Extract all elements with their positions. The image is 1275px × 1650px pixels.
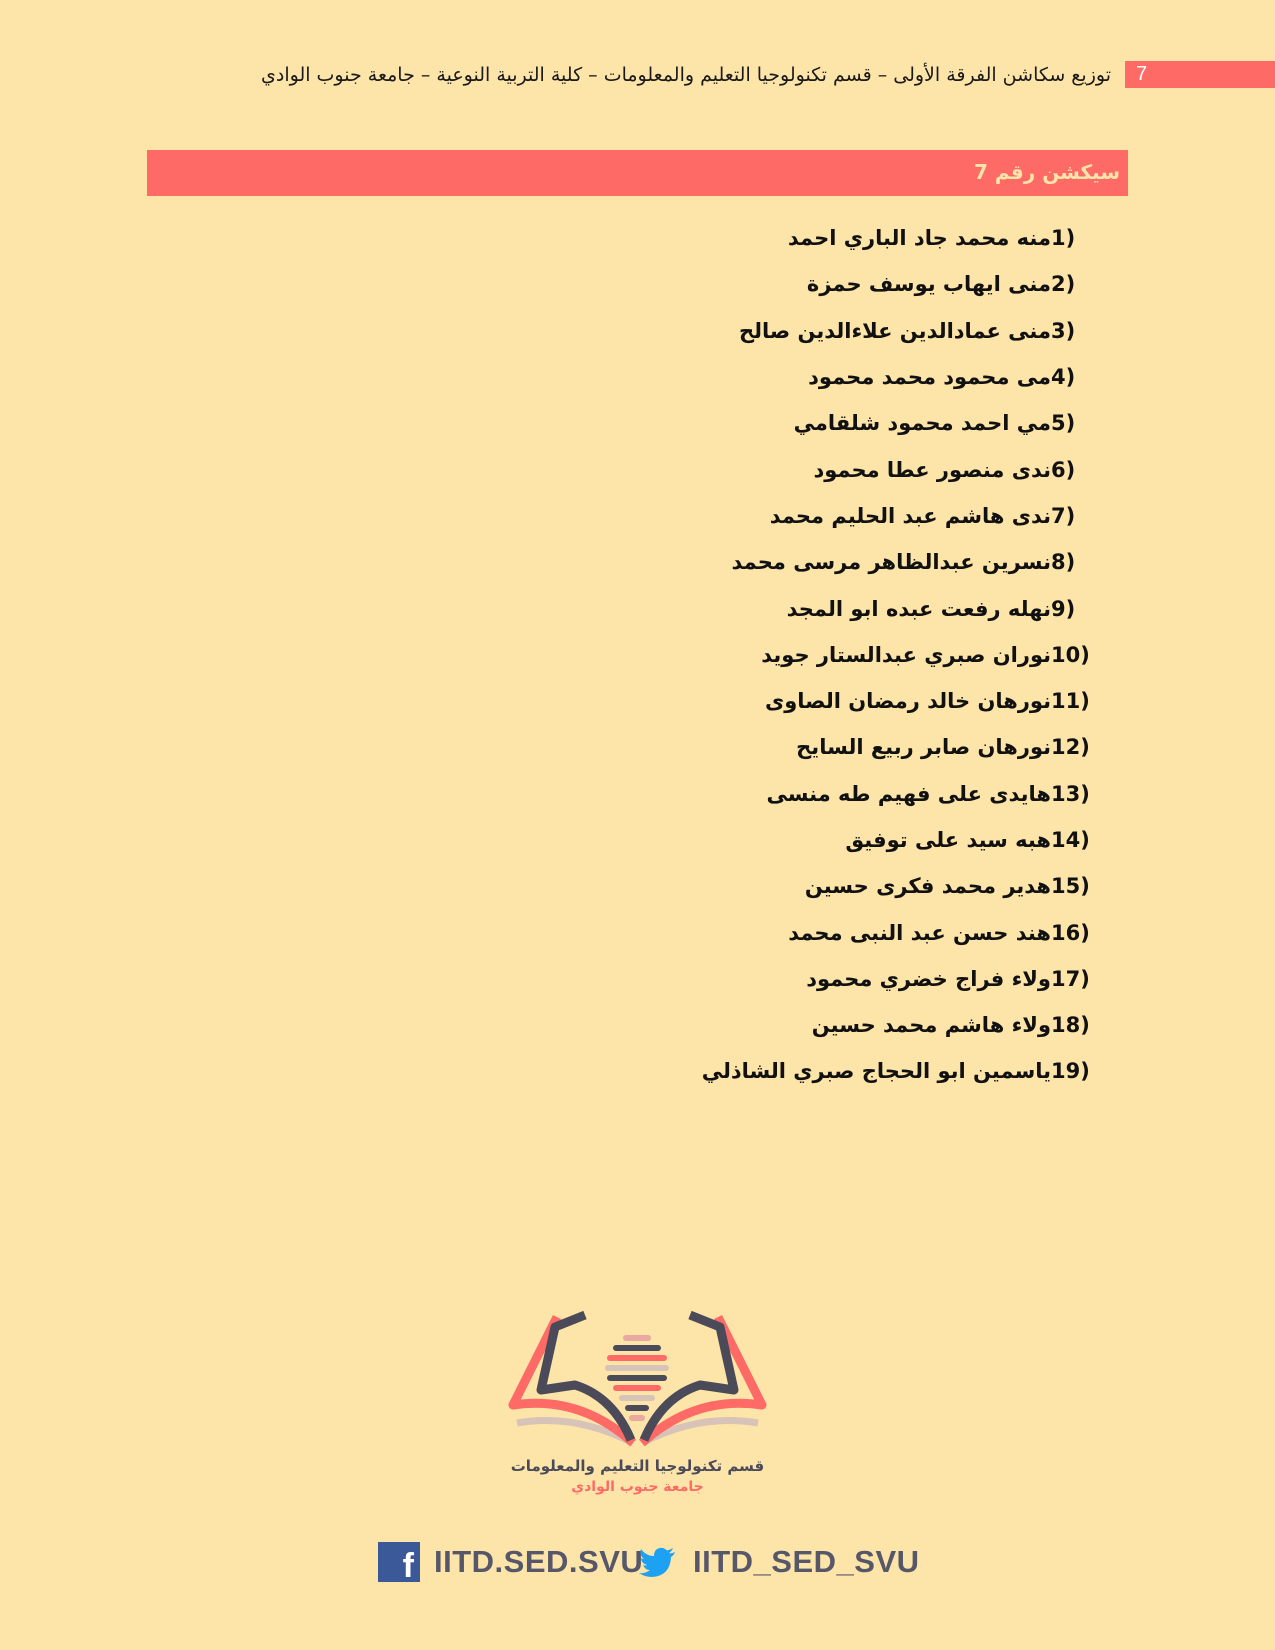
student-number: 17) xyxy=(1051,966,1090,991)
page-number-bar xyxy=(1125,61,1275,88)
logo-department-name: قسم تكنولوجيا التعليم والمعلومات xyxy=(510,1457,765,1475)
student-name: ولاء فراج خضري محمود xyxy=(806,966,1051,991)
student-list-item xyxy=(600,863,1089,909)
student-number: 8) xyxy=(1051,550,1076,575)
student-number: 19) xyxy=(1051,1059,1090,1084)
student-list-item xyxy=(600,817,1089,863)
student-list-item xyxy=(600,724,1089,770)
student-name: ياسمين ابو الحجاج صبري الشاذلي xyxy=(701,1059,1051,1084)
student-number: 3) xyxy=(1051,318,1076,343)
section-heading-bar xyxy=(147,150,1128,196)
twitter-link[interactable] xyxy=(637,1540,920,1584)
student-number: 7) xyxy=(1051,503,1076,528)
student-name: منه محمد جاد الباري احمد xyxy=(787,226,1051,251)
student-number: 10) xyxy=(1051,642,1090,667)
student-name: هايدى على فهيم طه منسى xyxy=(766,781,1051,806)
student-number: 14) xyxy=(1051,828,1090,852)
student-list-item xyxy=(600,493,1089,539)
student-number: 18) xyxy=(1051,1013,1090,1038)
student-list-item xyxy=(600,261,1089,307)
student-number: 6) xyxy=(1051,457,1076,482)
student-list-item xyxy=(600,1048,1089,1094)
student-list-item xyxy=(600,308,1089,354)
student-list-item xyxy=(600,446,1089,492)
logo-university-name: جامعة جنوب الوادي xyxy=(571,1479,704,1495)
student-name: ندى منصور عطا محمود xyxy=(813,457,1051,482)
student-list-item xyxy=(600,632,1089,678)
student-list xyxy=(600,215,1089,1095)
facebook-handle: IITD.SED.SVU xyxy=(434,1544,644,1579)
student-number: 9) xyxy=(1051,596,1076,621)
student-list-item xyxy=(600,215,1089,261)
student-number: 2) xyxy=(1051,272,1076,297)
student-number: 5) xyxy=(1051,411,1076,436)
student-number: 11) xyxy=(1051,689,1090,714)
student-name: ولاء هاشم محمد حسين xyxy=(811,1013,1051,1038)
student-name: مي احمد محمود شلقامي xyxy=(793,411,1051,436)
student-list-item xyxy=(600,400,1089,446)
twitter-handle: IITD_SED_SVU xyxy=(693,1544,920,1579)
student-list-item xyxy=(600,909,1089,955)
student-list-item xyxy=(600,585,1089,631)
student-number: 12) xyxy=(1051,735,1090,760)
page-number: 7 xyxy=(1136,63,1148,85)
student-list-item xyxy=(600,539,1089,585)
student-name: مى محمود محمد محمود xyxy=(808,365,1051,390)
student-name: هبه سيد على توفيق xyxy=(845,828,1051,852)
student-name: نورهان صابر ربيع السايح xyxy=(796,735,1051,760)
student-name: نسرين عبدالظاهر مرسى محمد xyxy=(731,550,1051,575)
student-number: 16) xyxy=(1051,920,1090,945)
student-number: 1) xyxy=(1051,226,1076,251)
student-number: 13) xyxy=(1051,781,1090,806)
facebook-link[interactable] xyxy=(378,1540,643,1584)
student-name: منى ايهاب يوسف حمزة xyxy=(806,272,1051,297)
student-name: نهله رفعت عبده ابو المجد xyxy=(786,596,1051,621)
student-number: 4) xyxy=(1051,365,1076,390)
student-list-item xyxy=(600,771,1089,817)
student-number: 15) xyxy=(1051,874,1090,899)
student-name: ندى هاشم عبد الحليم محمد xyxy=(769,503,1051,528)
section-title: سيكشن رقم 7 xyxy=(974,160,1120,184)
student-name: هند حسن عبد النبى محمد xyxy=(788,920,1051,945)
student-list-item xyxy=(600,956,1089,1002)
running-header: توزيع سكاشن الفرقة الأولى – قسم تكنولوجيا التعليم والمعلومات – كلية التربية النوعية – جامعة جنوب الوادي xyxy=(261,64,1111,86)
student-list-item xyxy=(600,678,1089,724)
student-list-item xyxy=(600,354,1089,400)
student-list-item xyxy=(600,1002,1089,1048)
student-name: هدير محمد فكرى حسين xyxy=(804,874,1051,899)
twitter-icon xyxy=(637,1542,679,1582)
student-name: نوران صبري عبدالستار جويد xyxy=(761,642,1051,667)
student-name: نورهان خالد رمضان الصاوى xyxy=(764,689,1051,714)
student-name: منى عمادالدين علاءالدين صالح xyxy=(738,318,1051,343)
facebook-icon: f xyxy=(378,1542,420,1582)
